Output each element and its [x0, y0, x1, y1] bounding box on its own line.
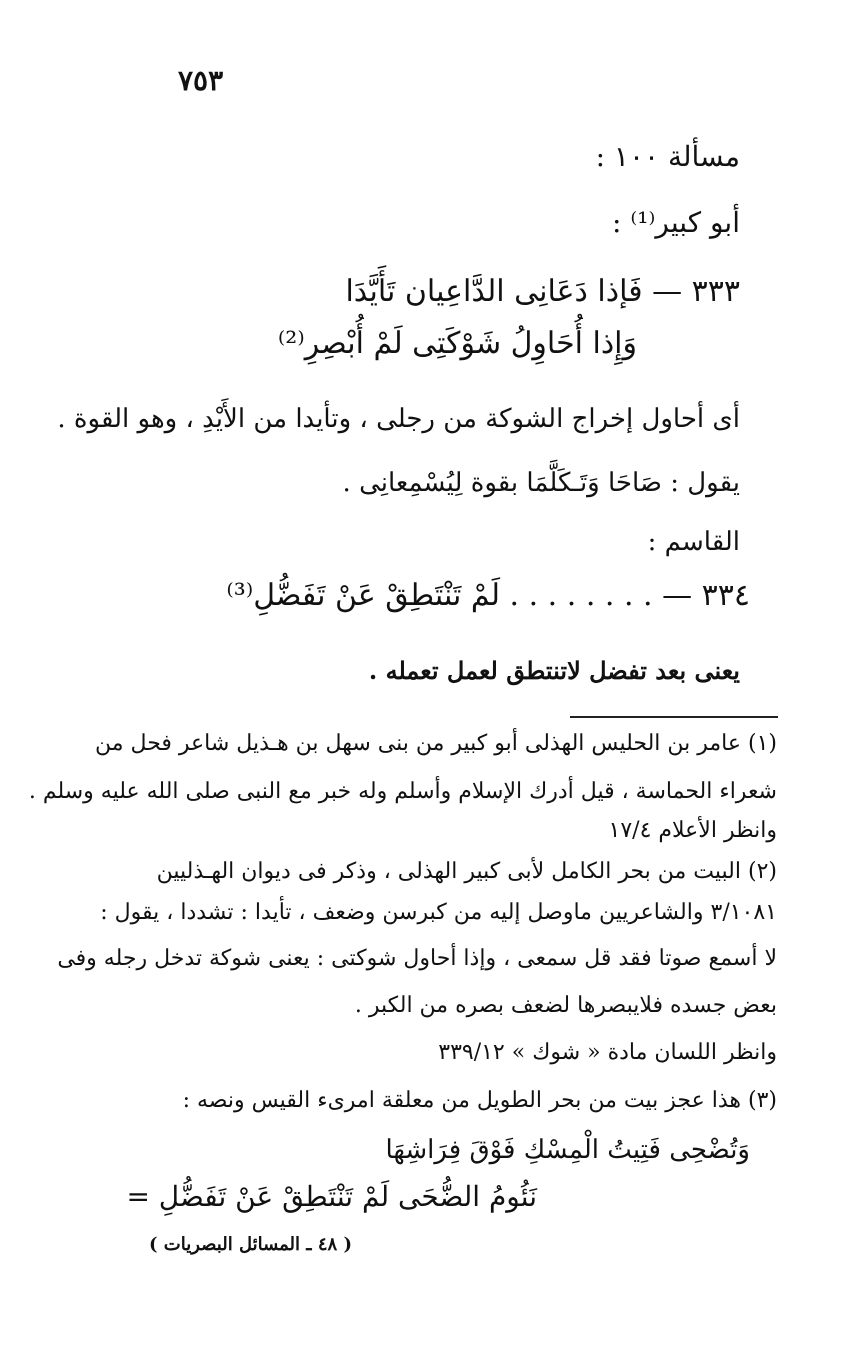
footnote-line: لا أسمع صوتا فقد قل سمعى ، وإذا أحاول شوكتى : يعنى شوكة تدخل رجله وفى [57, 946, 777, 971]
footnote-line: وانظر اللسان مادة « شوك » ٣٣٩/١٢ [438, 1040, 777, 1065]
footnote-line: وانظر الأعلام ١٧/٤ [608, 818, 777, 843]
footnote-line: (٣) هذا عجز بيت من بحر الطويل من معلقة امرىء القيس ونصه : [182, 1088, 777, 1113]
footnote-line: ٣/١٠٨١ والشاعريين ماوصل إليه من كبرسن وضعف ، تأيدا : تشددا ، يقول : [100, 900, 777, 925]
explanation-line-2: يقول : صَاحَا وَتَـكَلَّمَا بقوة لِيُسْمِعانِى . [342, 468, 740, 498]
verse-334: ٣٣٤ — . . . . . . . . لَمْ تَنْتَطِقْ عَنْ تَفَضُّلِ⁽³⁾ [226, 578, 750, 613]
verse-333-first-hemistich: ٣٣٣ — فَإذا دَعَانِى الدَّاعِيان تَأَيَّدَا [345, 274, 740, 309]
verse-333-second-hemistich: وَإِذا أُحَاوِلُ شَوْكَتِى لَمْ أُبْصِرِ⁽²⁾ [277, 326, 637, 361]
explanation-line-3: يعنى بعد تفضل لاتنتطق لعمل تعمله . [368, 656, 740, 685]
footnote-verse-first-hemistich: وَتُضْحِى فَتِيتُ الْمِسْكِ فَوْقَ فِرَاشِهَا [385, 1135, 750, 1165]
signature-footer: ( ٤٨ ـ المسائل البصريات ) [149, 1234, 352, 1255]
poet-heading: أبو كبير⁽¹⁾ : [612, 206, 740, 239]
footnote-line: (٢) البيت من بحر الكامل لأبى كبير الهذلى ، وذكر فى ديوان الهـذليين [156, 859, 777, 884]
page-number: ٧٥٣ [178, 64, 224, 97]
footnote-line: شعراء الحماسة ، قيل أدرك الإسلام وأسلم وله خبر مع النبى صلى الله عليه وسلم . [28, 779, 777, 804]
footnote-line: بعض جسده فلايبصرها لضعف بصره من الكبر . [354, 993, 777, 1018]
footnote-verse-second-hemistich: نَئُومُ الضُّحَى لَمْ تَنْتَطِقْ عَنْ تَفَضُّلِ = [126, 1180, 537, 1213]
qasim-heading: القاسم : [647, 527, 740, 557]
masala-heading: مسألة ١٠٠ : [595, 140, 740, 173]
explanation-line-1: أى أحاول إخراج الشوكة من رجلى ، وتأيدا من الأَيْدِ ، وهو القوة . [57, 404, 740, 434]
footnote-line: (١) عامر بن الحليس الهذلى أبو كبير من بنى سهل بن هـذيل شاعر فحل من [95, 731, 777, 756]
footnote-separator [570, 716, 778, 718]
